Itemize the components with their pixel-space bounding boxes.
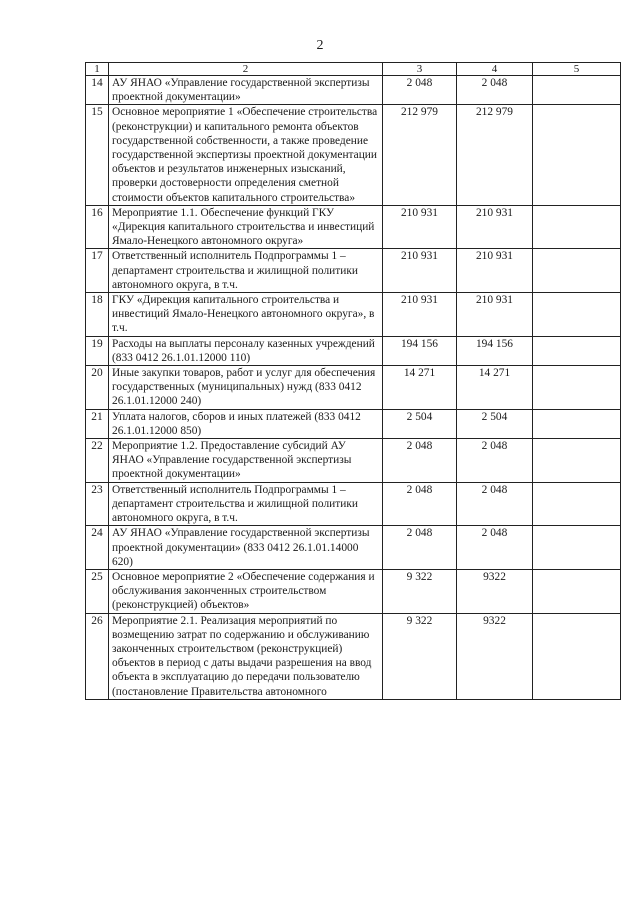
- description-cell: Ответственный исполнитель Подпрограммы 1 – департамент строительства и жилищной политики автономного округа, в т.ч.: [109, 249, 383, 293]
- table-row: [86, 482, 621, 526]
- value-col4-cell: 9322: [457, 613, 533, 699]
- value-col3-cell: 194 156: [383, 336, 457, 365]
- value-col4-cell: 194 156: [457, 336, 533, 365]
- value-col5-cell: [533, 613, 621, 699]
- table-row: [86, 76, 621, 105]
- column-header: 4: [457, 63, 533, 76]
- column-header: 3: [383, 63, 457, 76]
- value-col5-cell: [533, 205, 621, 249]
- row-number-cell: 26: [86, 613, 109, 699]
- value-col5-cell: [533, 569, 621, 613]
- value-col4-cell: 210 931: [457, 293, 533, 337]
- table-row: [86, 336, 621, 365]
- description-cell: Основное мероприятие 2 «Обеспечение содержания и обслуживания законченных строительством (реконструкцией) объектов»: [109, 569, 383, 613]
- value-col4-cell: 2 048: [457, 482, 533, 526]
- description-cell: Иные закупки товаров, работ и услуг для обеспечения государственных (муниципальных) нужд (833 0412 26.1.01.12000 240): [109, 366, 383, 410]
- row-number-cell: 22: [86, 439, 109, 483]
- row-number-cell: 23: [86, 482, 109, 526]
- value-col3-cell: 2 048: [383, 482, 457, 526]
- table-header-row: [86, 63, 621, 76]
- table-row: [86, 569, 621, 613]
- budget-table: [85, 62, 621, 700]
- value-col3-cell: 210 931: [383, 249, 457, 293]
- row-number-cell: 25: [86, 569, 109, 613]
- table-row: [86, 366, 621, 410]
- description-cell: АУ ЯНАО «Управление государственной экспертизы проектной документации» (833 0412 26.1.01.14000 620): [109, 526, 383, 570]
- value-col5-cell: [533, 105, 621, 205]
- description-cell: Ответственный исполнитель Подпрограммы 1 – департамент строительства и жилищной политики автономного округа, в т.ч.: [109, 482, 383, 526]
- value-col3-cell: 210 931: [383, 205, 457, 249]
- value-col4-cell: 2 048: [457, 439, 533, 483]
- value-col3-cell: 2 048: [383, 76, 457, 105]
- value-col3-cell: 2 504: [383, 409, 457, 438]
- column-header: 5: [533, 63, 621, 76]
- column-header: 1: [86, 63, 109, 76]
- table-row: [86, 613, 621, 699]
- value-col5-cell: [533, 482, 621, 526]
- value-col4-cell: 2 048: [457, 526, 533, 570]
- description-cell: Мероприятие 2.1. Реализация мероприятий по возмещению затрат по содержанию и обслуживанию законченных строительством (реконструкцией) объектов в период с даты выдачи разрешения на ввод объекта в эксплуатацию до передачи пользователю (постановление Правительства автономного: [109, 613, 383, 699]
- row-number-cell: 18: [86, 293, 109, 337]
- row-number-cell: 15: [86, 105, 109, 205]
- value-col4-cell: 14 271: [457, 366, 533, 410]
- value-col3-cell: 210 931: [383, 293, 457, 337]
- table-row: [86, 205, 621, 249]
- value-col5-cell: [533, 366, 621, 410]
- table-row: [86, 293, 621, 337]
- table-row: [86, 526, 621, 570]
- description-cell: Уплата налогов, сборов и иных платежей (833 0412 26.1.01.12000 850): [109, 409, 383, 438]
- value-col4-cell: 2 048: [457, 76, 533, 105]
- value-col5-cell: [533, 249, 621, 293]
- value-col5-cell: [533, 293, 621, 337]
- value-col4-cell: 210 931: [457, 249, 533, 293]
- column-header: 2: [109, 63, 383, 76]
- value-col5-cell: [533, 409, 621, 438]
- value-col4-cell: 212 979: [457, 105, 533, 205]
- value-col4-cell: 9322: [457, 569, 533, 613]
- value-col3-cell: 2 048: [383, 526, 457, 570]
- row-number-cell: 17: [86, 249, 109, 293]
- row-number-cell: 24: [86, 526, 109, 570]
- row-number-cell: 19: [86, 336, 109, 365]
- page-number: 2: [316, 38, 324, 53]
- table-row: [86, 439, 621, 483]
- description-cell: АУ ЯНАО «Управление государственной экспертизы проектной документации»: [109, 76, 383, 105]
- description-cell: Основное мероприятие 1 «Обеспечение строительства (реконструкции) и капитального ремонта объектов государственной собственности, а также проведение государственной экспертизы проектной документации объектов и результатов инженерных изысканий, проверки достоверности определения сметной стоимости объектов капитального строительства»: [109, 105, 383, 205]
- description-cell: Расходы на выплаты персоналу казенных учреждений (833 0412 26.1.01.12000 110): [109, 336, 383, 365]
- row-number-cell: 14: [86, 76, 109, 105]
- description-cell: Мероприятие 1.2. Предоставление субсидий АУ ЯНАО «Управление государственной экспертизы проектной документации»: [109, 439, 383, 483]
- value-col5-cell: [533, 439, 621, 483]
- value-col3-cell: 2 048: [383, 439, 457, 483]
- value-col3-cell: 212 979: [383, 105, 457, 205]
- value-col3-cell: 14 271: [383, 366, 457, 410]
- description-cell: ГКУ «Дирекция капитального строительства и инвестиций Ямало-Ненецкого автономного округа», в т.ч.: [109, 293, 383, 337]
- value-col5-cell: [533, 336, 621, 365]
- table-row: [86, 249, 621, 293]
- row-number-cell: 16: [86, 205, 109, 249]
- description-cell: Мероприятие 1.1. Обеспечение функций ГКУ «Дирекция капитального строительства и инвестиций Ямало-Ненецкого автономного округа»: [109, 205, 383, 249]
- value-col3-cell: 9 322: [383, 613, 457, 699]
- row-number-cell: 21: [86, 409, 109, 438]
- value-col5-cell: [533, 76, 621, 105]
- value-col4-cell: 210 931: [457, 205, 533, 249]
- value-col4-cell: 2 504: [457, 409, 533, 438]
- table-row: [86, 105, 621, 205]
- value-col5-cell: [533, 526, 621, 570]
- row-number-cell: 20: [86, 366, 109, 410]
- table-row: [86, 409, 621, 438]
- value-col3-cell: 9 322: [383, 569, 457, 613]
